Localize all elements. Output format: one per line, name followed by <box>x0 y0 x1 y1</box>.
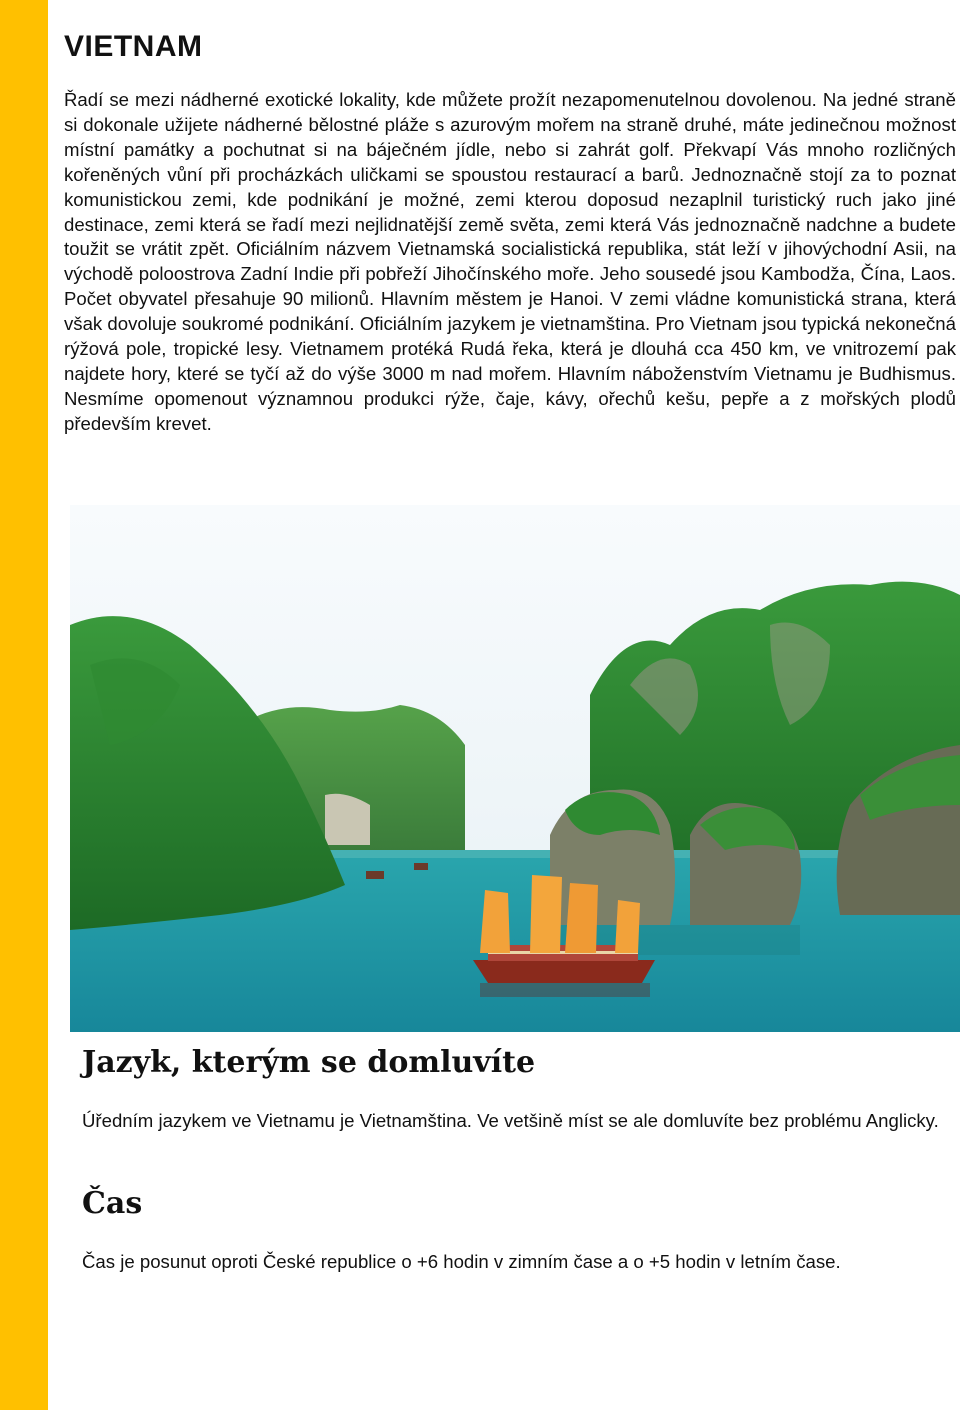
halong-bay-photo <box>70 505 960 1032</box>
section-text-language: Úředním jazykem ve Vietnamu je Vietnamština. Ve vetšině míst se ale domluvíte bez problému Anglicky. <box>82 1110 939 1131</box>
section-text-time: Čas je posunut oproti České republice o +6 hodin v zimním čase a o +5 hodin v letním čase. <box>82 1251 841 1272</box>
intro-paragraph: Řadí se mezi nádherné exotické lokality, kde můžete prožít nezapomenutelnou dovolenou. Na jedné straně si dokonale užijete nádherné bělostné pláže s azurovým mořem na straně druhé, máte jedinečnou možnost místní památky a pochutnat si na báječném jídle, nebo si zahrát golf. Překvapí Vás mnoho rozličných kořeněných vůní při procházkách uličkami se spoustou restaurací a barů. Jednoznačně stojí za to poznat komunistickou zemi, kde podnikání je možné, zemi kterou doposud nezaplnil turistický ruch jako jiné destinace, zemi která se řadí mezi nejlidnatější země světa, zemi která Vás jednoznačně nadchne a budete toužit se vrátit zpět. Oficiálním názvem Vietnamská socialistická republika, stát leží v jihovýchodní Asii, na východě poloostrova Zadní Indie při pobřeží Jihočínského moře. Jeho sousedé jsou Kambodža, Čína, Laos. Počet obyvatel přesahuje 90 milionů. Hlavním městem je Hanoi. V zemi vládne komunistická strana, která však dovoluje soukromé podnikání. Oficiálním jazykem je vietnamština. Pro Vietnam jsou typická nekonečná rýžová pole, tropické lesy. Vietnamem protéká Rudá řeka, která je dlouhá cca 450 km, ve vnitrozemí pak najdete hory, které se tyčí až do výše 3000 m nad mořem. Hlavním náboženstvím Vietnamu je Budhismus. Nesmíme opomenout významnou produkci rýže, čaje, kávy, ořechů kešu, pepře a z mořských plodů především krevet. <box>64 89 956 434</box>
section-heading-language: Jazyk, kterým se domluvíte <box>82 1045 536 1080</box>
halong-bay-illustration <box>70 505 960 1032</box>
page-title: VIETNAM <box>64 30 203 63</box>
yellow-accent-bar <box>0 0 48 1410</box>
section-heading-time: Čas <box>82 1186 143 1221</box>
